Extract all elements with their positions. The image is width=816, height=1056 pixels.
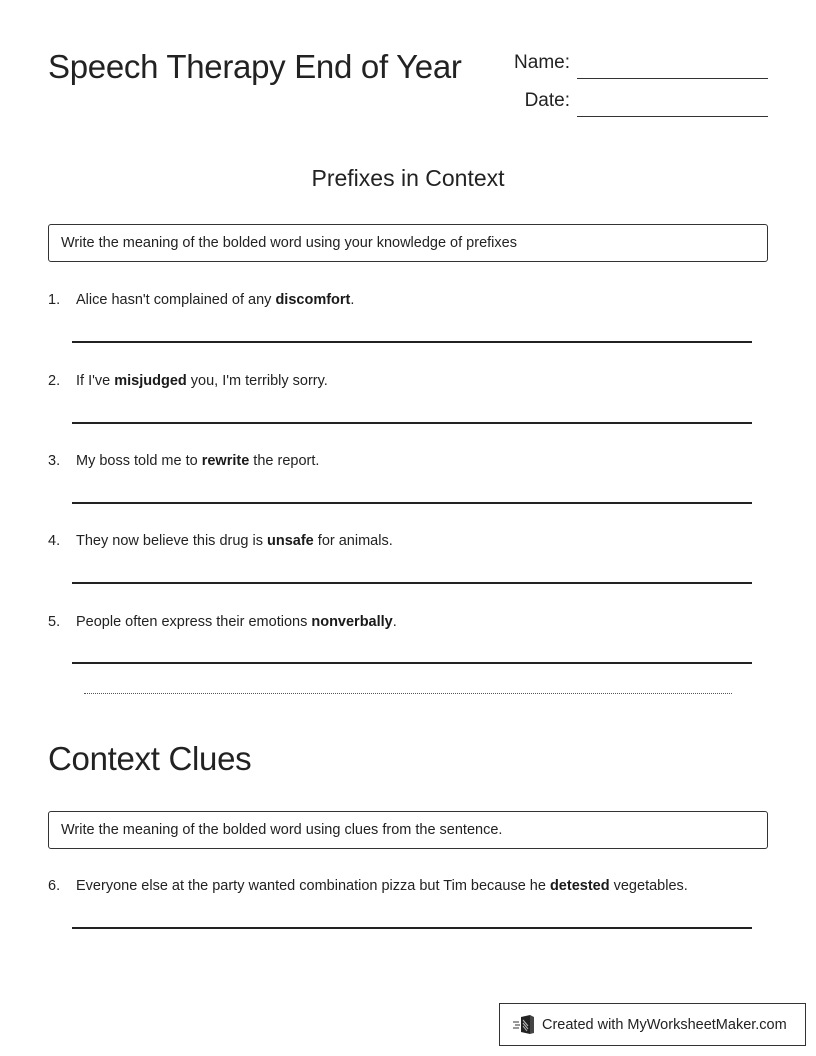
worksheet-logo-icon: [512, 1014, 536, 1036]
answer-line[interactable]: [72, 422, 752, 424]
question-number: 6.: [48, 878, 61, 894]
date-label: Date:: [524, 90, 570, 111]
answer-line[interactable]: [72, 582, 752, 584]
bolded-word: detested: [549, 878, 610, 894]
question-number: 1.: [48, 292, 61, 308]
question-text: Alice hasn't complained of any discomfort.: [76, 292, 355, 308]
question-text: If I've misjudged you, I'm terribly sorry.: [76, 373, 328, 389]
worksheet-title: Speech Therapy End of Year: [48, 48, 462, 85]
date-field[interactable]: [500, 90, 770, 120]
question-text: People often express their emotions nonverbally.: [76, 614, 397, 630]
name-label: Name:: [514, 52, 570, 73]
question-text: They now believe this drug is unsafe for animals.: [76, 533, 393, 549]
section-heading-prefixes: Prefixes in Context: [311, 165, 505, 191]
question-text: My boss told me to rewrite the report.: [76, 453, 320, 469]
instruction-box: Write the meaning of the bolded word using clues from the sentence.: [48, 811, 768, 849]
bolded-word: discomfort: [275, 292, 351, 308]
date-blank-line[interactable]: [577, 116, 768, 117]
bolded-word: unsafe: [267, 533, 314, 549]
question-number: 4.: [48, 533, 61, 549]
instruction-box: Write the meaning of the bolded word using your knowledge of prefixes: [48, 224, 768, 262]
footer-credit-text: Created with MyWorksheetMaker.com: [542, 1016, 787, 1033]
name-field[interactable]: [500, 52, 770, 82]
answer-line[interactable]: [72, 341, 752, 343]
bolded-word: rewrite: [201, 453, 250, 469]
bolded-word: misjudged: [114, 373, 187, 389]
question-number: 3.: [48, 453, 61, 469]
question-text: Everyone else at the party wanted combination pizza but Tim because he detested vegetables.: [76, 878, 688, 894]
name-blank-line[interactable]: [577, 78, 768, 79]
question-number: 2.: [48, 373, 61, 389]
footer-credit-badge[interactable]: [499, 1003, 806, 1046]
answer-line[interactable]: [72, 502, 752, 504]
answer-line[interactable]: [72, 662, 752, 664]
answer-line[interactable]: [72, 927, 752, 929]
section-heading-context-clues: Context Clues: [48, 740, 252, 777]
question-number: 5.: [48, 614, 61, 630]
bolded-word: nonverbally: [311, 614, 393, 630]
section-divider: [84, 693, 732, 694]
